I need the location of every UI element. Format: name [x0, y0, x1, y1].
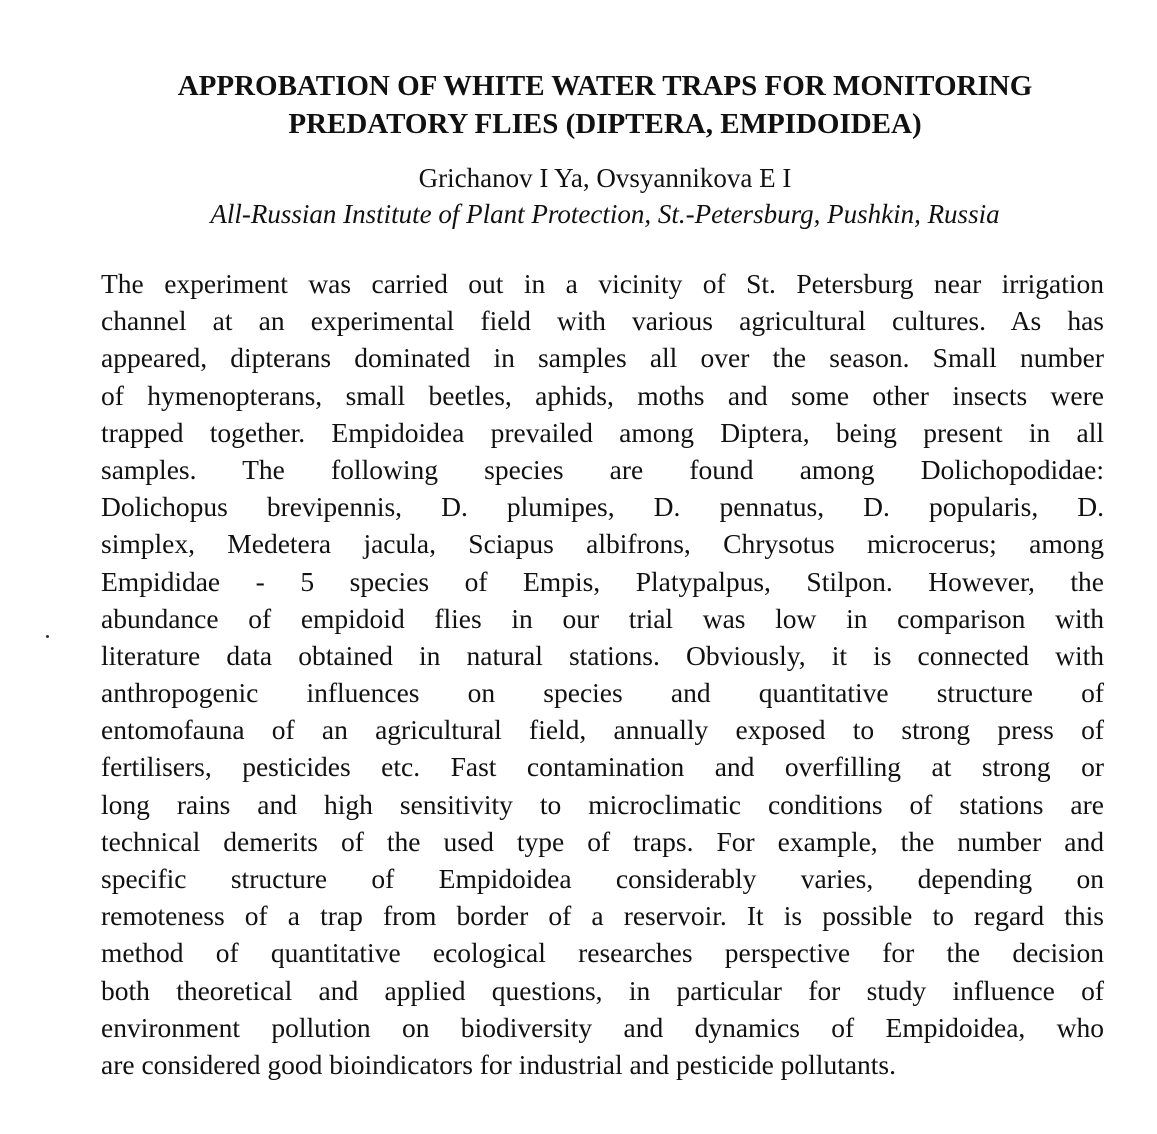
body-line: method of quantitative ecological researches perspective for the decision — [101, 937, 1104, 969]
body-line-last: are considered good bioindicators for industrial and pesticide pollutants. — [101, 1048, 897, 1080]
body-line: abundance of empidoid flies in our trial was low in comparison with — [101, 602, 1104, 634]
body-line: simplex, Medetera jacula, Sciapus albifrons, Chrysotus microcerus; among — [101, 528, 1104, 560]
body-line: The experiment was carried out in a vicinity of St. Petersburg near irrigation — [101, 268, 1104, 299]
body-line: Empididae - 5 species of Empis, Platypalpus, Stilpon. However, the — [101, 565, 1104, 597]
title-line-1: APPROBATION OF WHITE WATER TRAPS FOR MONITORING — [177, 70, 1033, 102]
affiliation: All-Russian Institute of Plant Protection, St.-Petersburg, Pushkin, Russia — [210, 199, 1000, 229]
title-line-2: PREDATORY FLIES (DIPTERA, EMPIDOIDEA) — [288, 108, 922, 140]
body-line: channel at an experimental field with various agricultural cultures. As has — [101, 305, 1104, 337]
body-line: both theoretical and applied questions, in particular for study influence of — [101, 974, 1104, 1006]
body-line: remoteness of a trap from border of a reservoir. It is possible to regard this — [101, 900, 1104, 932]
body-line: technical demerits of the used type of traps. For example, the number and — [101, 825, 1104, 857]
body-line: specific structure of Empidoidea considerably varies, depending on — [101, 863, 1104, 894]
body-line: Dolichopus brevipennis, D. plumipes, D. pennatus, D. popularis, D. — [101, 491, 1104, 523]
abstract-body — [101, 265, 1104, 1083]
body-line: literature data obtained in natural stations. Obviously, it is connected with — [101, 639, 1104, 671]
scan-speck — [46, 635, 49, 638]
body-line: trapped together. Empidoidea prevailed among Diptera, being present in all — [101, 416, 1104, 448]
body-line: appeared, dipterans dominated in samples all over the season. Small number — [101, 342, 1104, 374]
body-line: anthropogenic influences on species and quantitative structure of — [101, 677, 1104, 709]
body-line: samples. The following species are found among Dolichopodidae: — [101, 453, 1104, 485]
body-line: long rains and high sensitivity to microclimatic conditions of stations are — [101, 788, 1104, 820]
body-line: of hymenopterans, small beetles, aphids, moths and some other insects were — [101, 379, 1104, 411]
authors: Grichanov I Ya, Ovsyannikova E I — [418, 163, 792, 193]
body-line: environment pollution on biodiversity and dynamics of Empidoidea, who — [101, 1011, 1104, 1043]
body-line: fertilisers, pesticides etc. Fast contamination and overfilling at strong or — [101, 751, 1104, 783]
body-line: entomofauna of an agricultural field, annually exposed to strong press of — [101, 714, 1104, 746]
paper-title — [100, 67, 1110, 143]
